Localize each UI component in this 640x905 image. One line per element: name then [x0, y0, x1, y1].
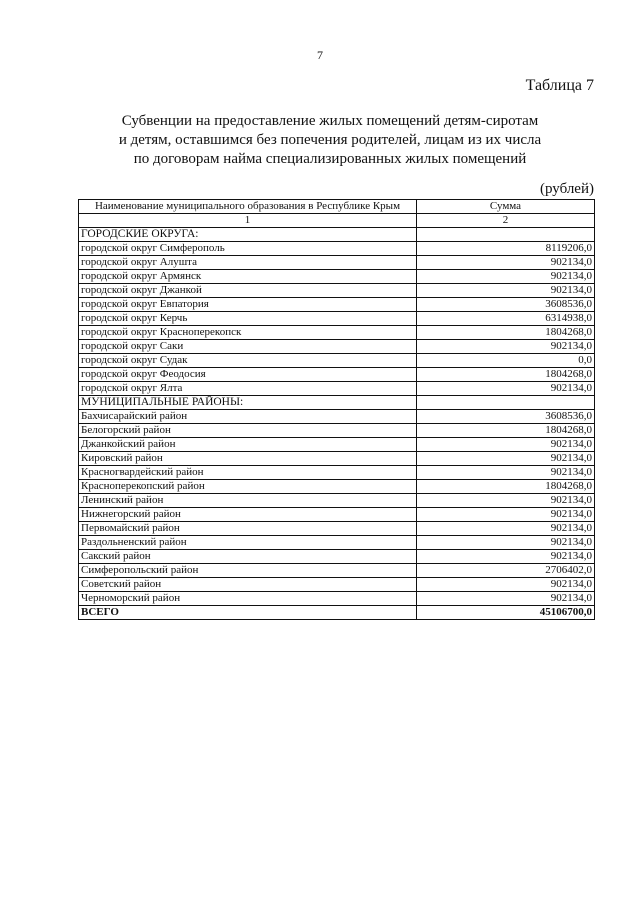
- subsidies-table: [78, 199, 595, 620]
- title-line-3: по договорам найма специализированных жилых помещений: [133, 151, 527, 167]
- title-line-1: Субвенции на предоставление жилых помещений детям-сиротам: [121, 113, 539, 129]
- column-number-2: 2: [417, 214, 595, 228]
- municipality-name: Черноморский район: [79, 592, 417, 606]
- amount-value: 6314938,0: [417, 312, 595, 326]
- table-row: [79, 466, 595, 480]
- document-title: [60, 112, 600, 169]
- amount-value: 1804268,0: [417, 480, 595, 494]
- amount-value: 1804268,0: [417, 326, 595, 340]
- table-label: Таблица 7: [525, 77, 594, 94]
- municipality-name: Красногвардейский район: [79, 466, 417, 480]
- table-row: [79, 536, 595, 550]
- amount-value: 3608536,0: [417, 410, 595, 424]
- table-row: [79, 228, 595, 242]
- table-row: [79, 550, 595, 564]
- column-number-row: [79, 214, 595, 228]
- amount-value: 902134,0: [417, 382, 595, 396]
- municipality-name: Красноперекопский район: [79, 480, 417, 494]
- amount-value: 902134,0: [417, 270, 595, 284]
- table-row: [79, 242, 595, 256]
- municipality-name: Нижнегорский район: [79, 508, 417, 522]
- municipality-name: городской округ Евпатория: [79, 298, 417, 312]
- municipality-name: Первомайский район: [79, 522, 417, 536]
- amount-value: 902134,0: [417, 452, 595, 466]
- amount-value: 3608536,0: [417, 298, 595, 312]
- amount-value: 902134,0: [417, 578, 595, 592]
- table-row: [79, 396, 595, 410]
- table-row: [79, 340, 595, 354]
- total-row: [79, 606, 595, 620]
- table-row: [79, 312, 595, 326]
- municipality-name: городской округ Керчь: [79, 312, 417, 326]
- table-row: [79, 270, 595, 284]
- amount-value: [417, 228, 595, 242]
- municipality-name: городской округ Джанкой: [79, 284, 417, 298]
- table-row: [79, 494, 595, 508]
- total-amount: 45106700,0: [417, 606, 595, 620]
- amount-value: 902134,0: [417, 466, 595, 480]
- amount-value: 902134,0: [417, 256, 595, 270]
- table-row: [79, 592, 595, 606]
- municipality-name: городской округ Алушта: [79, 256, 417, 270]
- amount-value: 902134,0: [417, 494, 595, 508]
- municipality-name: Ленинский район: [79, 494, 417, 508]
- amount-value: 902134,0: [417, 284, 595, 298]
- table-row: [79, 578, 595, 592]
- municipality-name: Советский район: [79, 578, 417, 592]
- municipality-name: городской округ Судак: [79, 354, 417, 368]
- table-header-row: [79, 200, 595, 214]
- amount-value: 902134,0: [417, 438, 595, 452]
- amount-value: 902134,0: [417, 508, 595, 522]
- total-label: ВСЕГО: [79, 606, 417, 620]
- page-number: 7: [317, 48, 323, 62]
- amount-value: [417, 396, 595, 410]
- title-line-2: и детям, оставшимся без попечения родителей, лицам из их числа: [118, 132, 542, 148]
- table-row: [79, 522, 595, 536]
- municipality-name: Джанкойский район: [79, 438, 417, 452]
- table-row: [79, 564, 595, 578]
- table-row: [79, 424, 595, 438]
- municipality-name: Раздольненский район: [79, 536, 417, 550]
- municipality-name: Кировский район: [79, 452, 417, 466]
- table-row: [79, 256, 595, 270]
- municipality-name: Симферопольский район: [79, 564, 417, 578]
- amount-value: 0,0: [417, 354, 595, 368]
- table-row: [79, 508, 595, 522]
- municipality-name: Бахчисарайский район: [79, 410, 417, 424]
- table-row: [79, 480, 595, 494]
- municipality-name: Белогорский район: [79, 424, 417, 438]
- amount-value: 902134,0: [417, 522, 595, 536]
- municipality-name: городской округ Ялта: [79, 382, 417, 396]
- municipality-name: Сакский район: [79, 550, 417, 564]
- header-amount: Сумма: [417, 200, 595, 214]
- table-row: [79, 284, 595, 298]
- amount-value: 2706402,0: [417, 564, 595, 578]
- municipality-name: МУНИЦИПАЛЬНЫЕ РАЙОНЫ:: [79, 396, 417, 410]
- municipality-name: городской округ Армянск: [79, 270, 417, 284]
- table-row: [79, 326, 595, 340]
- municipality-name: городской округ Феодосия: [79, 368, 417, 382]
- table-row: [79, 452, 595, 466]
- municipality-name: городской округ Саки: [79, 340, 417, 354]
- header-municipality: Наименование муниципального образования в Республике Крым: [79, 200, 417, 214]
- table-row: [79, 368, 595, 382]
- table-row: [79, 354, 595, 368]
- amount-value: 902134,0: [417, 592, 595, 606]
- amount-value: 8119206,0: [417, 242, 595, 256]
- amount-value: 902134,0: [417, 340, 595, 354]
- municipality-name: ГОРОДСКИЕ ОКРУГА:: [79, 228, 417, 242]
- table-row: [79, 298, 595, 312]
- amount-value: 902134,0: [417, 536, 595, 550]
- municipality-name: городской округ Симферополь: [79, 242, 417, 256]
- table-row: [79, 438, 595, 452]
- column-number-1: 1: [79, 214, 417, 228]
- table-row: [79, 410, 595, 424]
- amount-value: 1804268,0: [417, 368, 595, 382]
- units-label: (рублей): [539, 181, 594, 197]
- table-row: [79, 382, 595, 396]
- municipality-name: городской округ Красноперекопск: [79, 326, 417, 340]
- amount-value: 902134,0: [417, 550, 595, 564]
- amount-value: 1804268,0: [417, 424, 595, 438]
